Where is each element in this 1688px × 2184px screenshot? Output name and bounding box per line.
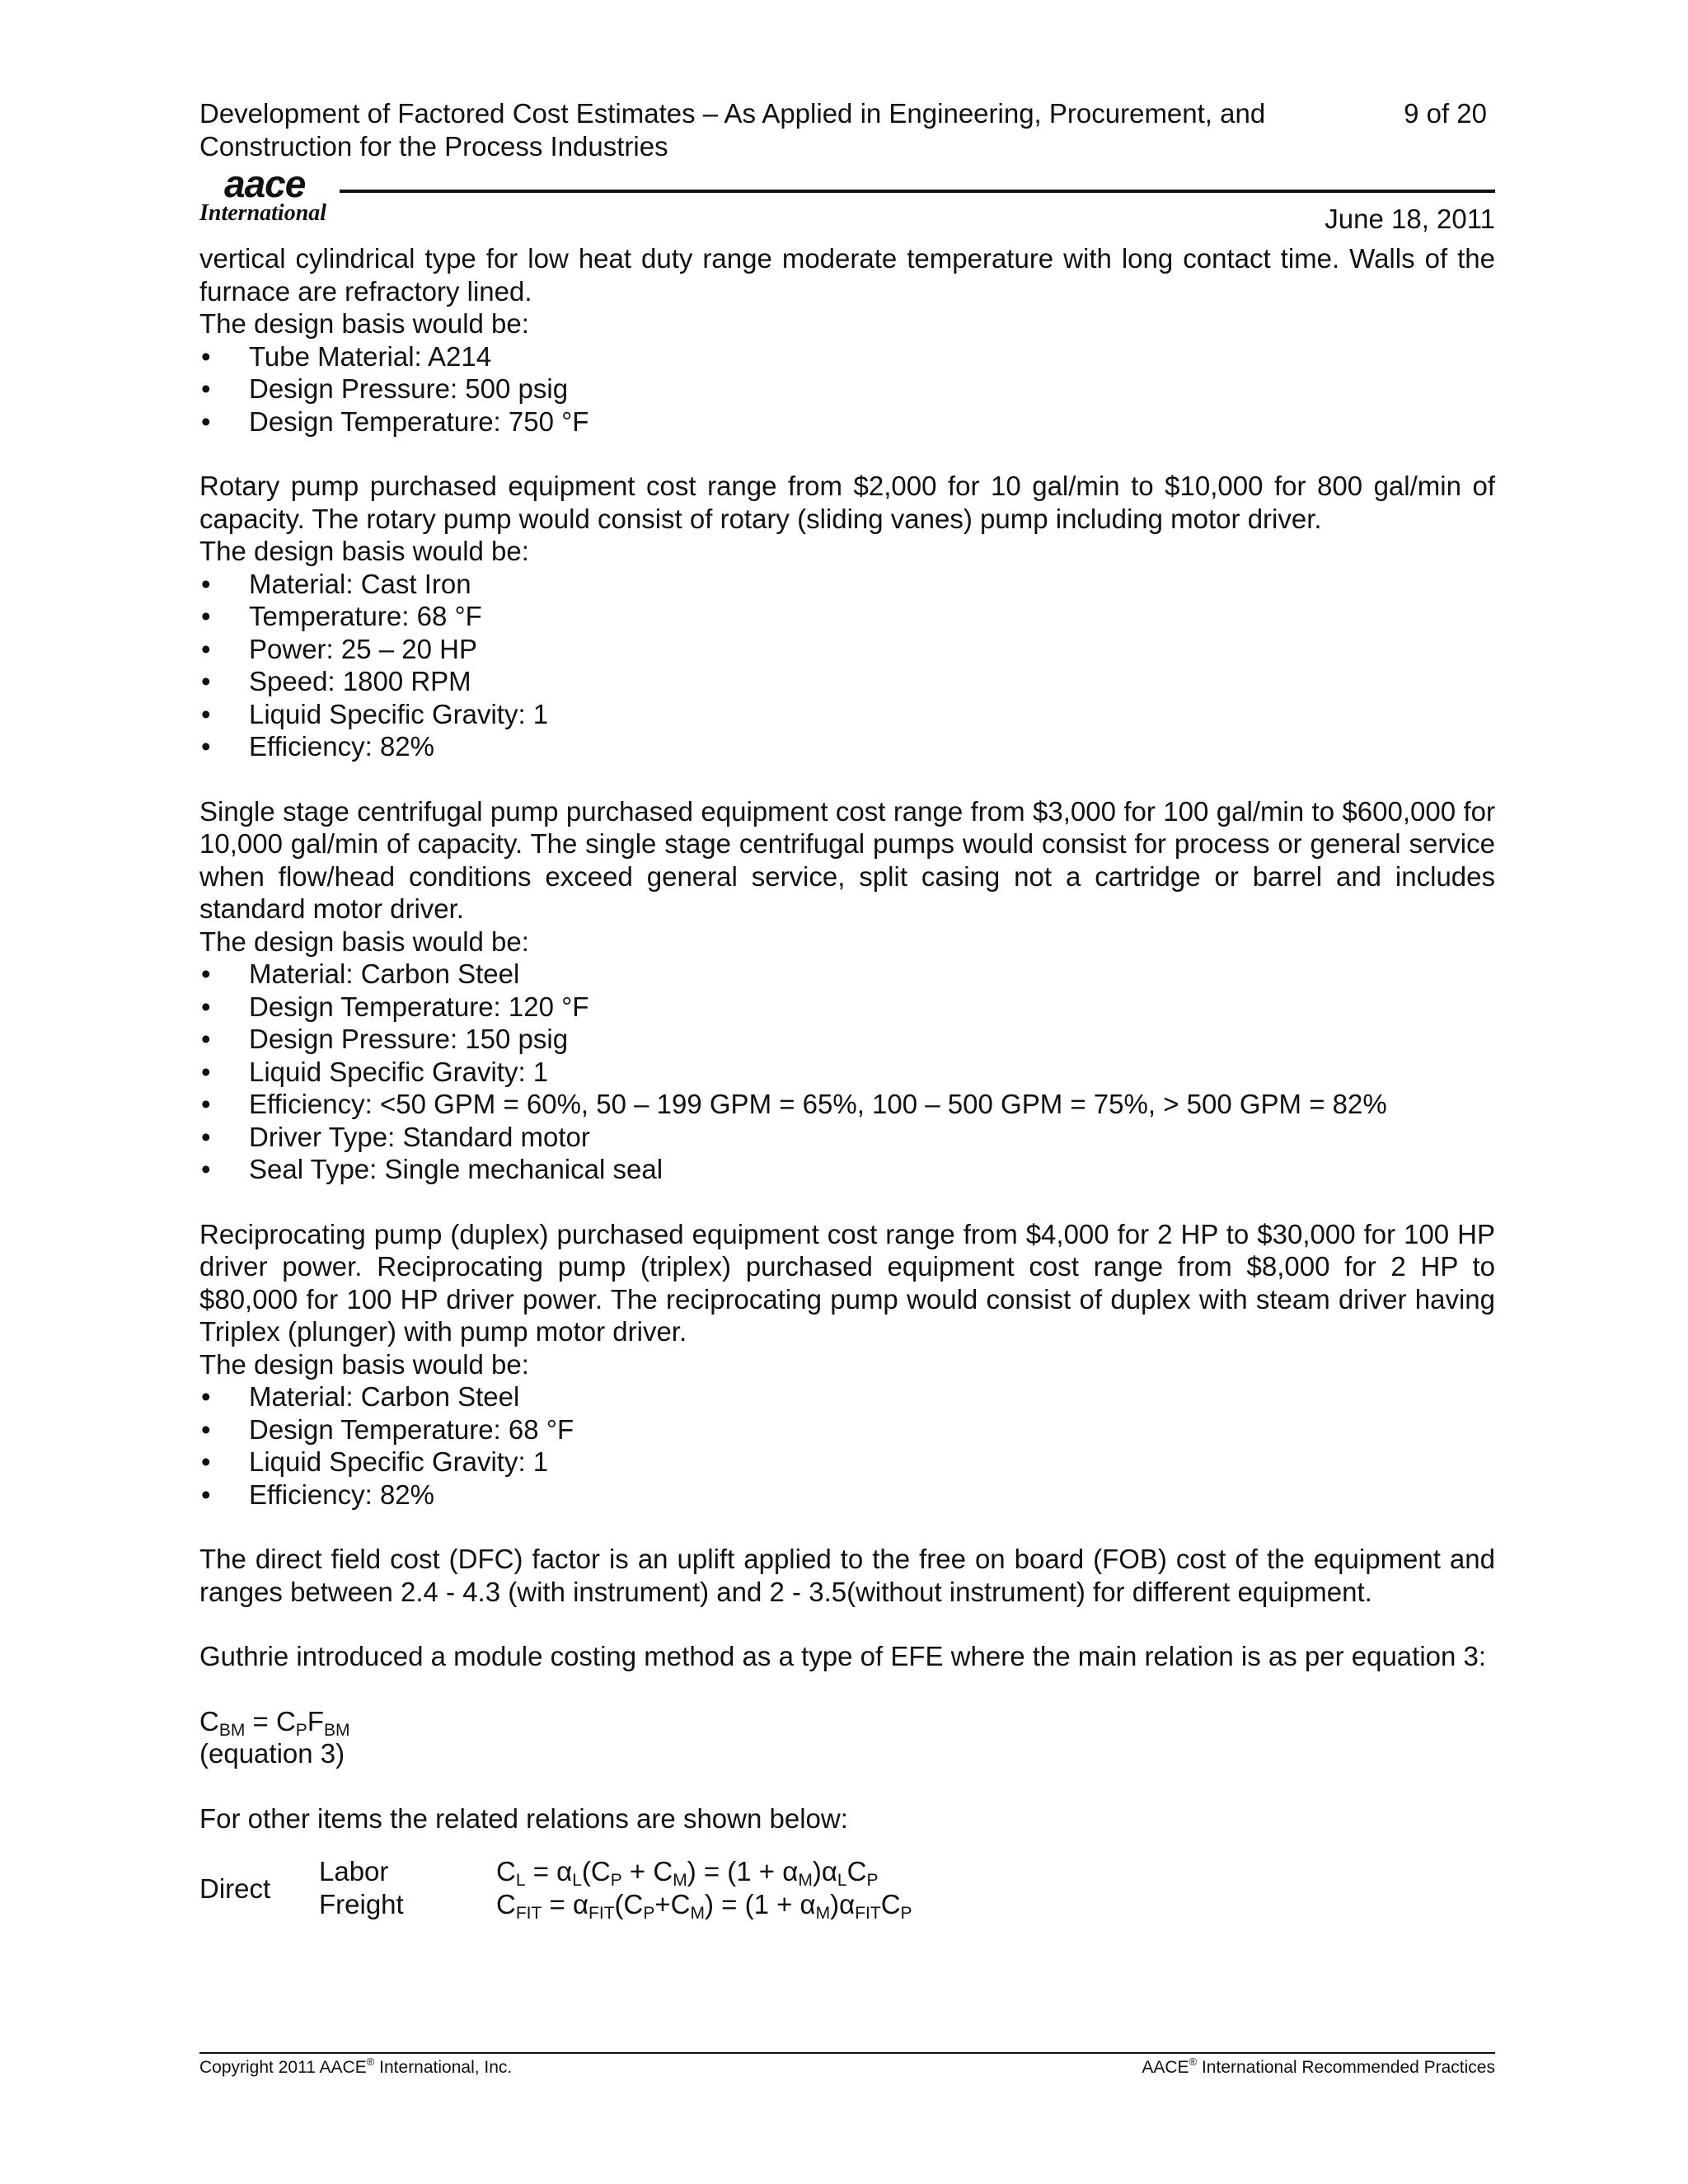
paragraph: The direct field cost (DFC) factor is an uplift applied to the free on board (FOB) cost of the equipment and ranges between 2.4 - 4.3 (with instrument) and 2 - 3.5(without instrument) for different equipment. (199, 1544, 1495, 1607)
list-item: • Efficiency: 82% (199, 730, 1495, 763)
footer-copyright: Copyright 2011 AACE® International, Inc. (199, 2055, 513, 2077)
list-item: • Efficiency: <50 GPM = 60%, 50 – 199 GPM = 65%, 100 – 500 GPM = 75%, > 500 GPM = 82% (199, 1088, 1495, 1121)
freight-equation: $C_{FIT} = \alpha_{FIT}(C_P+C_M) = (1 + \alpha_M)\alpha_{FIT}C_P$ (496, 1888, 912, 1923)
list-item: • Design Pressure: 500 psig (199, 373, 1495, 405)
list-item: • Material: Cast Iron (199, 568, 1495, 601)
list-item: • Driver Type: Standard motor (199, 1121, 1495, 1154)
header-rule (340, 190, 1495, 193)
list-item: • Material: Carbon Steel (199, 958, 1495, 991)
document-title: Development of Factored Cost Estimates – As Applied in Engineering, Procurement, and Construction for the Process Industries (199, 98, 1266, 162)
list-item: • Temperature: 68 °F (199, 600, 1495, 633)
list-item: • Power: 25 – 20 HP (199, 633, 1495, 666)
page-number: 9 of 20 (1404, 98, 1487, 129)
list-item: • Design Temperature: 68 °F (199, 1413, 1495, 1446)
bullet-list (199, 340, 1495, 438)
equation-3: $C_{BM} = C_PF_{BM}$ (199, 1705, 350, 1740)
paragraph: The design basis would be: (199, 536, 529, 566)
footer-series: AACE® International Recommended Practices (1142, 2055, 1495, 2077)
footer-rule (199, 2052, 1495, 2054)
labor-label: Labor (319, 1856, 389, 1886)
body-text (199, 242, 1495, 1924)
bullet-list (199, 958, 1495, 1186)
labor-equation: $C_L = \alpha_L(C_P + C_M) = (1 + \alpha_M)\alpha_LC_P$ (496, 1856, 879, 1890)
list-item: • Seal Type: Single mechanical seal (199, 1153, 1495, 1186)
relations-labels (319, 1855, 404, 1920)
paragraph: The design basis would be: (199, 1348, 529, 1380)
paragraph: The design basis would be: (199, 308, 529, 339)
relations-block (199, 1855, 1495, 1924)
paragraph: Reciprocating pump (duplex) purchased equipment cost range from $4,000 for 2 HP to $30,000 for 100 HP driver power. Reciprocating pump (triplex) purchased equipment cost range from $8,000 for 2 HP to $80,000 for 100 HP driver power. The reciprocating pump would consist of duplex with steam driver having Triplex (plunger) with pump motor driver. (199, 1218, 1495, 1347)
list-item: • Liquid Specific Gravity: 1 (199, 698, 1495, 731)
paragraph: Single stage centrifugal pump purchased equipment cost range from $3,000 for 100 gal/min to $600,000 for 10,000 gal/min of capacity. The single stage centrifugal pumps would consist for process or general service when flow/head conditions exceed general service, split casing not a cartridge or barrel and includes standard motor driver. (199, 795, 1495, 924)
paragraph: For other items the related relations are shown below: (199, 1802, 848, 1834)
list-item: • Efficiency: 82% (199, 1479, 1495, 1511)
paragraph: Rotary pump purchased equipment cost range from $2,000 for 10 gal/min to $10,000 for 800 gal/min of capacity. The rotary pump would consist of rotary (sliding vanes) pump including motor driver. (199, 471, 1495, 534)
list-item: • Design Pressure: 150 psig (199, 1023, 1495, 1056)
logo-subtext: International (199, 200, 327, 226)
list-item: • Design Temperature: 120 °F (199, 991, 1495, 1024)
list-item: • Liquid Specific Gravity: 1 (199, 1056, 1495, 1089)
list-item: • Liquid Specific Gravity: 1 (199, 1446, 1495, 1479)
list-item: • Speed: 1800 RPM (199, 665, 1495, 698)
logo-wordmark: aace (224, 162, 306, 205)
paragraph: vertical cylindrical type for low heat duty range moderate temperature with long contact time. Walls of the furnace are refractory lined. (199, 243, 1495, 307)
list-item: • Material: Carbon Steel (199, 1380, 1495, 1413)
paragraph: Guthrie introduced a module costing method as a type of EFE where the main relation is as per equation 3: (199, 1641, 1487, 1671)
aace-logo (199, 162, 340, 226)
document-date: June 18, 2011 (1325, 204, 1495, 234)
bullet-list (199, 568, 1495, 763)
freight-label: Freight (319, 1888, 404, 1919)
relations-group-label: Direct (199, 1873, 271, 1904)
relations-equations (496, 1855, 912, 1923)
bullet-list (199, 1380, 1495, 1511)
equation-label: (equation 3) (199, 1738, 345, 1769)
list-item: • Tube Material: A214 (199, 340, 1495, 373)
list-item: • Design Temperature: 750 °F (199, 405, 1495, 438)
paragraph: The design basis would be: (199, 926, 529, 957)
